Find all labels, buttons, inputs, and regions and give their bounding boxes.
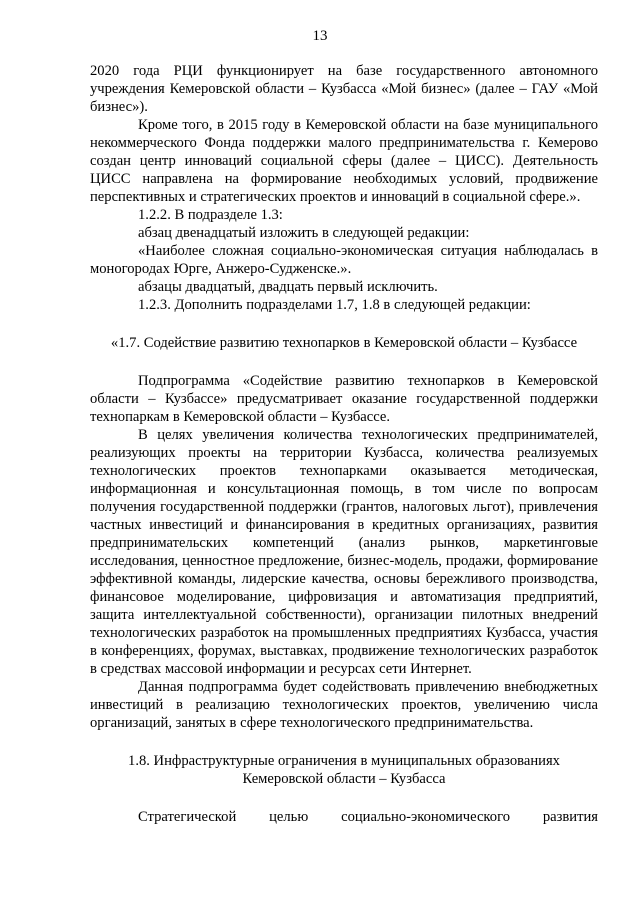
paragraph-abzacy-exclude: абзацы двадцатый, двадцать первый исключить.	[138, 279, 438, 295]
paragraph-subsection-1-2-3: 1.2.3. Дополнить подразделами 1.7, 1.8 в следующей редакции:	[138, 297, 531, 313]
paragraph-ciss: Кроме того, в 2015 году в Кемеровской области на базе муниципального некоммерческого Фонда поддержки малого предпринимательства г. Кемерово создан центр инноваций социальной сферы (далее – ЦИСС). Деятельность ЦИСС направлена на формирование необходимых условий, продвижение перспективных и стратегических проектов и инноваций в социальной сфере.».	[90, 117, 598, 205]
paragraph-celi: В целях увеличения количества технологических предпринимателей, реализующих проекты на территории Кузбасса, количества реализуемых технологических проектов технопарками оказывается методическая, информационная и консультационная помощь, в том числе по вопросам получения государственной поддержки (грантов, налоговых льгот), привлечения частных инвестиций и финансирования в кредитных организациях, развития предпринимательских компетенций (анализ рынков, маркетинговые исследования, ценностное предложение, бизнес-модель, продажи, формирование эффективной команды, лидерские качества, основы бережливого производства, финансовое моделирование, цифровизация и автоматизация предприятий, защита интеллектуальной собственности), организации пилотных внедрений технологических разработок на промышленных предприятиях Кузбасса, участия в конференциях, форумах, выставках, продвижение технологических разработок в средствах массовой информации и ресурсах сети Интернет.	[90, 427, 598, 677]
paragraph-subsection-1-2-2: 1.2.2. В подразделе 1.3:	[138, 207, 283, 223]
paragraph-dannaya: Данная подпрограмма будет содействовать привлечению внебюджетных инвестиций в реализацию технологических проектов, увеличению числа организаций, занятых в сфере технологического предпринимательства.	[90, 679, 598, 731]
paragraph-strategic: Стратегической целью социально-экономического развития	[138, 809, 598, 825]
section-heading-1-7: «1.7. Содействие развитию технопарков в Кемеровской области – Кузбассе	[110, 335, 578, 351]
page-number: 13	[312, 28, 328, 44]
paragraph-abzac-12: абзац двенадцатый изложить в следующей редакции:	[138, 225, 470, 241]
section-heading-1-8-line1: 1.8. Инфраструктурные ограничения в муниципальных образованиях	[128, 753, 560, 769]
document-body	[90, 62, 598, 826]
paragraph-monogoroda: «Наиболее сложная социально-экономическая ситуация наблюдалась в моногородах Юрге, Анжеро-Судженске.».	[90, 243, 598, 277]
paragraph-rci: 2020 года РЦИ функционирует на базе государственного автономного учреждения Кемеровской области – Кузбасса «Мой бизнес» (далее – ГАУ «Мой бизнес»).	[90, 63, 598, 115]
section-heading-1-8-line2: Кемеровской области – Кузбасса	[242, 771, 446, 787]
paragraph-podprogramma: Подпрограмма «Содействие развитию технопарков в Кемеровской области – Кузбассе» предусматривает оказание государственной поддержки технопаркам в Кемеровской области – Кузбассе.	[90, 373, 598, 425]
section-heading-1-8	[90, 752, 598, 788]
